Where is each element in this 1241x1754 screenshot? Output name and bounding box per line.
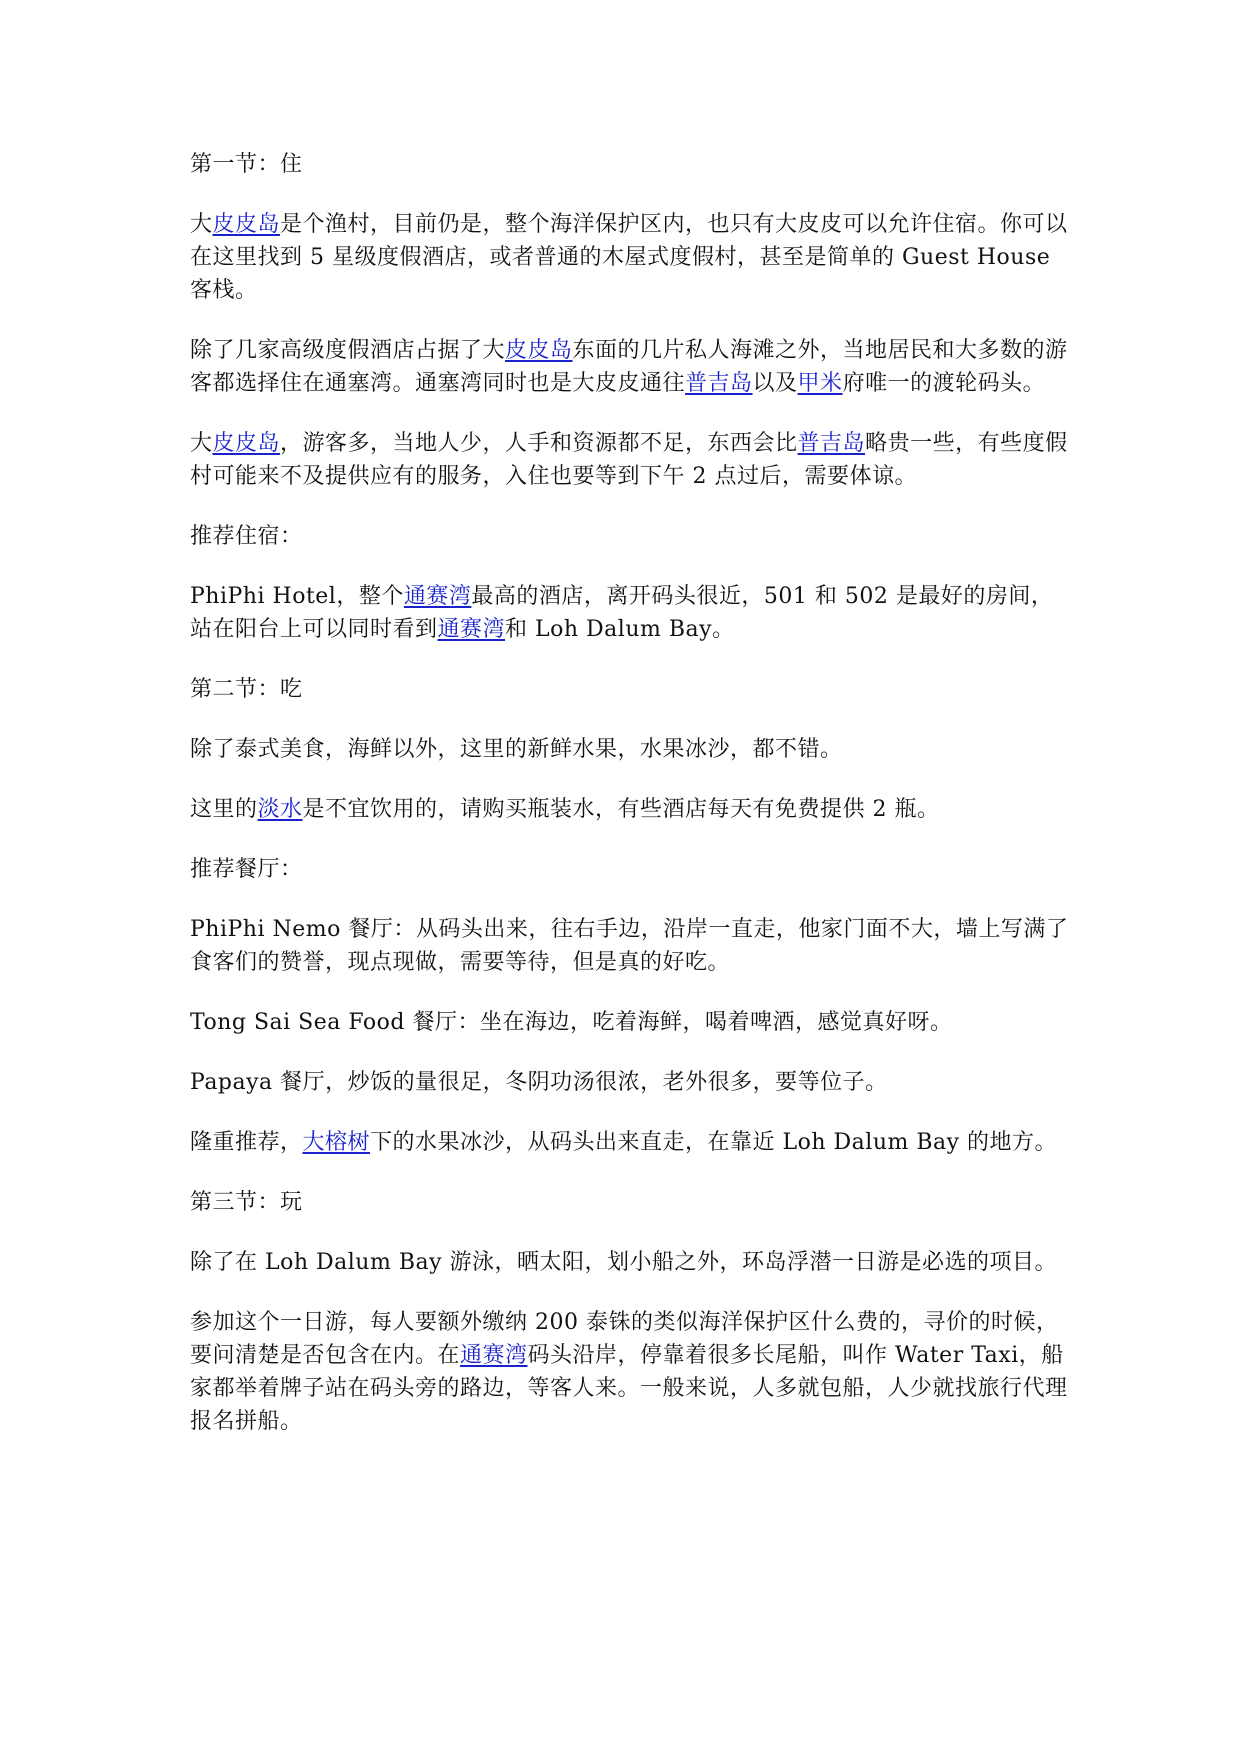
paragraph-phiphi-hotel: PhiPhi Hotel，整个通赛湾最高的酒店，离开码头很近，501 和 502 是最好的房间，站在阳台上可以同时看到通赛湾和 Loh Dalum Bay。 xyxy=(190,584,1054,642)
paragraph-food-intro: 除了泰式美食，海鲜以外，这里的新鲜水果，水果冰沙，都不错。 xyxy=(190,737,843,762)
paragraph-stay-notes: 大皮皮岛，游客多，当地人少，人手和资源都不足，东西会比普吉岛略贵一些，有些度假村可能来不及提供应有的服务，入住也要等到下午 2 点过后，需要体谅。 xyxy=(190,431,1068,489)
link-phi-phi-island[interactable]: 皮皮岛 xyxy=(212,431,281,456)
paragraph-tonsai-bay: 除了几家高级度假酒店占据了大皮皮岛东面的几片私人海滩之外，当地居民和大多数的游客都选择住在通塞湾。通塞湾同时也是大皮皮通往普吉岛以及甲米府唯一的渡轮码头。 xyxy=(190,338,1068,396)
section-heading-stay: 第一节：住 xyxy=(190,152,303,177)
paragraph-tong-sai-sea-food: Tong Sai Sea Food 餐厅：坐在海边，吃着海鲜，喝着啤酒，感觉真好呀。 xyxy=(190,1010,953,1035)
link-krabi[interactable]: 甲米 xyxy=(797,371,843,396)
subheading-recommended-stay: 推荐住宿： xyxy=(190,524,303,549)
link-phi-phi-island[interactable]: 皮皮岛 xyxy=(212,212,281,237)
link-tonsai-bay[interactable]: 通赛湾 xyxy=(437,617,506,642)
section-heading-eat: 第二节：吃 xyxy=(190,677,303,702)
link-tonsai-bay[interactable]: 通赛湾 xyxy=(403,584,472,609)
subheading-recommended-restaurants: 推荐餐厅： xyxy=(190,857,303,882)
document-page xyxy=(190,148,1070,1438)
paragraph-day-tour: 参加这个一日游，每人要额外缴纳 200 泰铢的类似海洋保护区什么费的，寻价的时候，要问清楚是否包含在内。在通赛湾码头沿岸，停靠着很多长尾船，叫作 Water Taxi，船家都举着牌子站在码头旁的路边，等客人来。一般来说，人多就包船，人少就找旅行代理报名拼船。 xyxy=(190,1310,1068,1434)
link-phuket[interactable]: 普吉岛 xyxy=(797,431,866,456)
link-phuket[interactable]: 普吉岛 xyxy=(685,371,753,396)
link-fresh-water[interactable]: 淡水 xyxy=(257,797,303,822)
paragraph-phiphi-nemo: PhiPhi Nemo 餐厅：从码头出来，往右手边，沿岸一直走，他家门面不大，墙上写满了食客们的赞誉，现点现做，需要等待，但是真的好吃。 xyxy=(190,917,1069,975)
link-phi-phi-island[interactable]: 皮皮岛 xyxy=(505,338,573,363)
section-heading-play: 第三节：玩 xyxy=(190,1190,303,1215)
link-tonsai-bay[interactable]: 通赛湾 xyxy=(460,1343,528,1368)
paragraph-play-intro: 除了在 Loh Dalum Bay 游泳，晒太阳，划小船之外，环岛浮潜一日游是必选的项目。 xyxy=(190,1250,1058,1275)
paragraph-stay-intro: 大皮皮岛是个渔村，目前仍是，整个海洋保护区内，也只有大皮皮可以允许住宿。你可以在这里找到 5 星级度假酒店，或者普通的木屋式度假村，甚至是简单的 Guest House 客栈。 xyxy=(190,212,1068,303)
paragraph-banyan-smoothie: 隆重推荐，大榕树下的水果冰沙，从码头出来直走，在靠近 Loh Dalum Bay 的地方。 xyxy=(190,1130,1058,1155)
link-banyan-tree[interactable]: 大榕树 xyxy=(302,1130,371,1155)
paragraph-fresh-water: 这里的淡水是不宜饮用的，请购买瓶装水，有些酒店每天有免费提供 2 瓶。 xyxy=(190,797,940,822)
paragraph-papaya: Papaya 餐厅，炒饭的量很足，冬阴功汤很浓，老外很多，要等位子。 xyxy=(190,1070,888,1095)
